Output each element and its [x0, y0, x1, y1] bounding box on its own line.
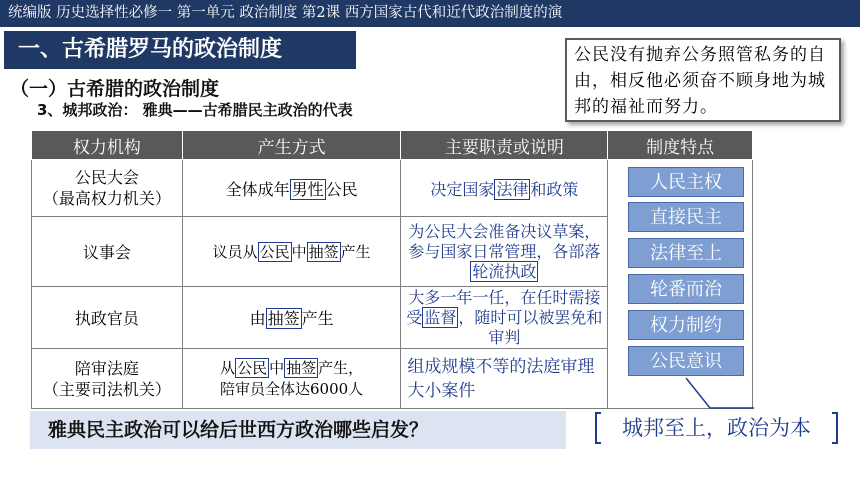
- duty-cell: [401, 160, 608, 217]
- method-keyword: 抽签: [286, 358, 317, 377]
- duty-text: 大多一年一任，在任时需接受: [406, 287, 601, 327]
- org-name: 执政官员: [74, 309, 139, 328]
- method-text: 议员从: [212, 243, 258, 261]
- org-note: （最高权力机关）: [42, 189, 171, 208]
- feature-badge: 权力制约: [628, 310, 744, 340]
- course-line: 统编版 历史选择性必修一 第一单元 政治制度 第2课 西方国家古代和近代政治制度的演: [8, 5, 563, 21]
- method-text: 中: [291, 243, 307, 261]
- org-cell: [32, 287, 183, 349]
- method-text: 公民: [325, 179, 358, 199]
- org-name: 陪审法庭: [74, 358, 139, 378]
- feature-badge: 轮番而治: [628, 274, 744, 304]
- header-method: 产生方式: [182, 131, 400, 160]
- connector-arrow: [680, 378, 760, 414]
- method-text-line2: 陪审员全体达6000人: [219, 379, 364, 398]
- method-keyword: 公民: [237, 358, 268, 377]
- method-text: 由: [249, 309, 266, 328]
- method-cell: [182, 217, 400, 287]
- method-text: 中: [269, 358, 285, 377]
- table-header-row: [32, 131, 753, 160]
- header-features: 制度特点: [608, 131, 753, 160]
- left-bracket: [595, 412, 601, 444]
- duty-cell: [401, 217, 608, 287]
- subheading: （一）古希腊的政治制度: [10, 78, 220, 100]
- method-cell: [182, 160, 400, 217]
- header-org: 权力机构: [32, 131, 183, 160]
- method-keyword: 公民: [259, 243, 290, 261]
- section-title: 一、古希腊罗马的政治制度: [4, 31, 356, 69]
- method-text: 产生，: [318, 358, 364, 377]
- duty-text: 为公民大会准备决议草案，参与国家日常管理，各部落: [408, 221, 601, 261]
- method-text: 全体成年: [225, 179, 290, 199]
- method-text: 从: [220, 358, 236, 377]
- method-keyword: 男性: [291, 179, 324, 199]
- duty-text: 决定国家: [430, 179, 495, 199]
- method-text: 产生: [340, 243, 371, 261]
- answer-box: [595, 410, 838, 446]
- feature-badge: 公民意识: [628, 346, 744, 376]
- duty-keyword: 法律: [496, 179, 529, 199]
- method-keyword: 抽签: [308, 243, 339, 261]
- duty-text: ，随时可以被罢免和审判: [458, 307, 603, 347]
- org-name: 议事会: [82, 243, 131, 262]
- org-note: （主要司法机关）: [42, 379, 171, 399]
- duty-cell: [401, 287, 608, 349]
- course-header-bar: [0, 0, 860, 27]
- duty-cell: [401, 349, 608, 409]
- header-duty: 主要职责或说明: [401, 131, 608, 160]
- org-name: 公民大会: [74, 168, 139, 187]
- method-cell: [182, 349, 400, 409]
- method-text: 产生: [301, 309, 334, 328]
- right-bracket: [832, 412, 838, 444]
- duty-text: 组成规模不等的法庭审理大小案件: [407, 356, 595, 401]
- feature-badge: 直接民主: [628, 202, 744, 232]
- org-cell: [32, 349, 183, 409]
- method-keyword: 抽签: [267, 309, 300, 328]
- subheading-athens: 3、城邦政治： 雅典——古希腊民主政治的代表: [37, 101, 353, 119]
- duty-keyword: 监督: [424, 307, 457, 327]
- feature-badge: 人民主权: [628, 167, 744, 197]
- duty-keyword: 轮流执政: [472, 261, 537, 281]
- duty-text: 和政策: [530, 179, 579, 199]
- question-box: 雅典民主政治可以给后世西方政治哪些启发？: [30, 411, 566, 449]
- answer-text: 城邦至上，政治为本: [622, 416, 811, 440]
- quote-box: 公民没有抛弃公务照管私务的自由，相反他必须奋不顾身地为城邦的福祉而努力。: [565, 38, 841, 122]
- feature-badge: 法律至上: [628, 238, 744, 268]
- org-cell: [32, 217, 183, 287]
- org-cell: [32, 160, 183, 217]
- method-cell: [182, 287, 400, 349]
